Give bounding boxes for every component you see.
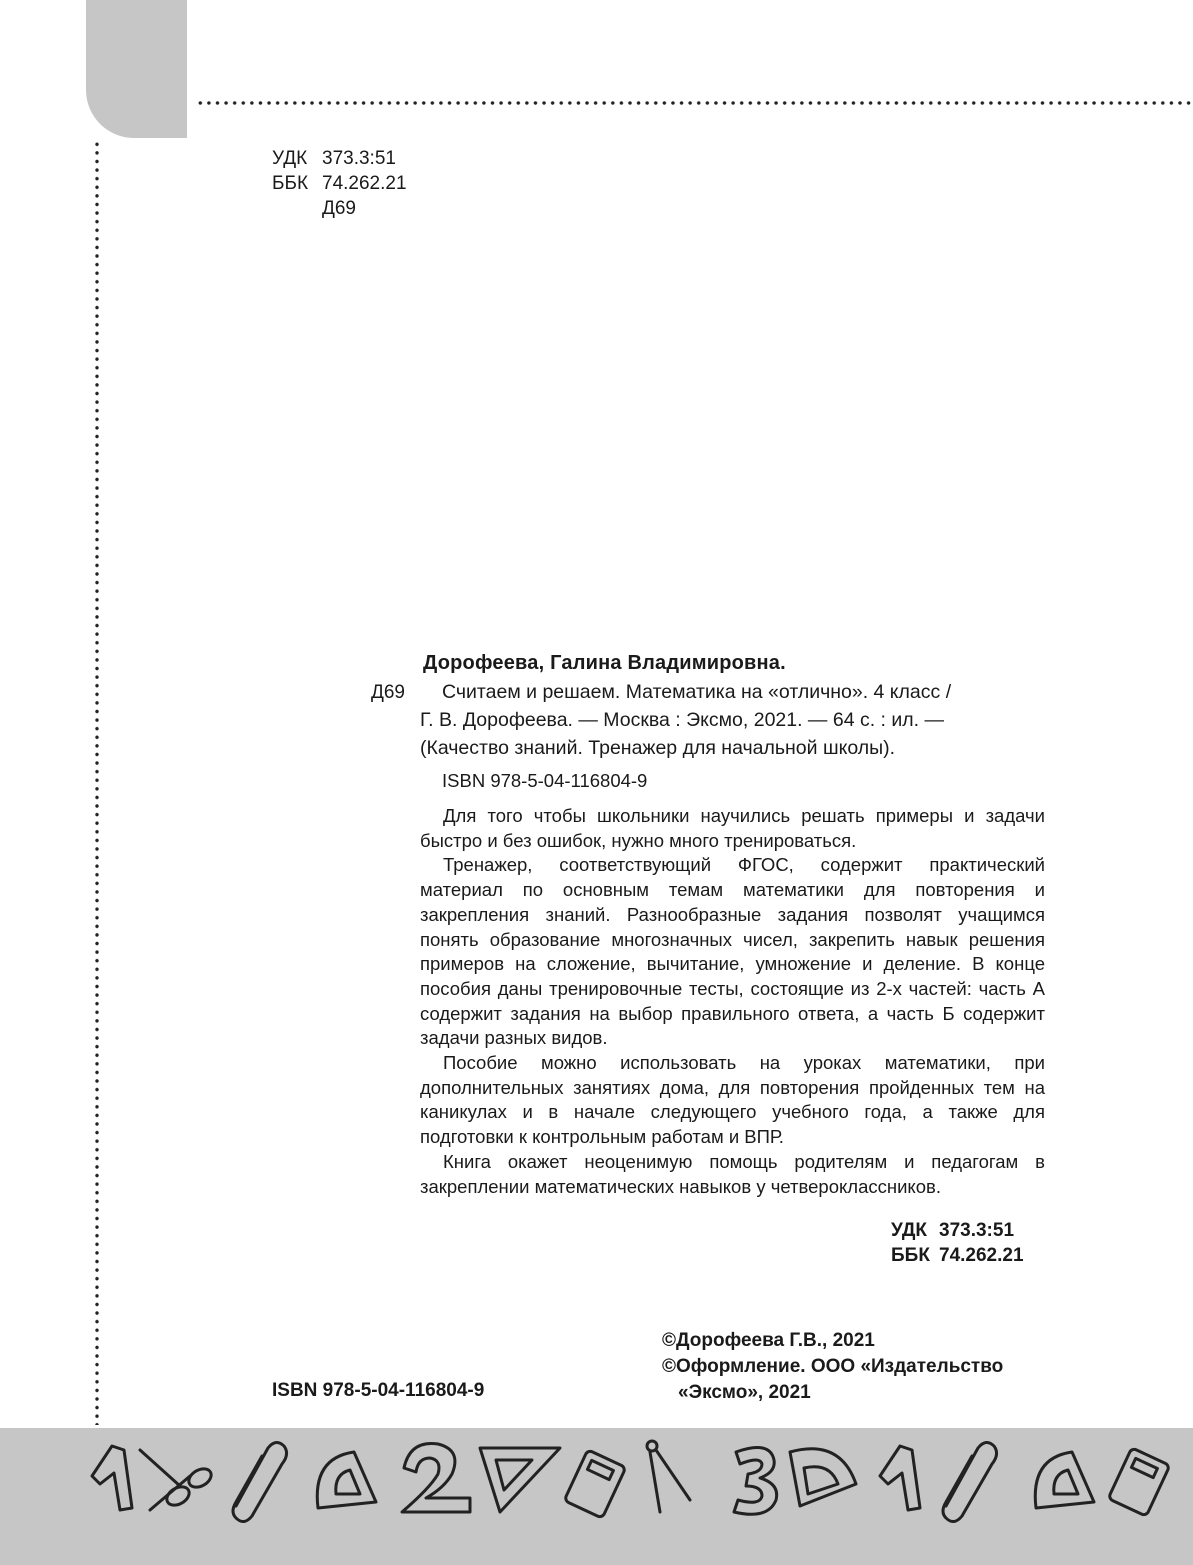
bbk-footer-label: ББК bbox=[891, 1245, 930, 1266]
scissors-icon bbox=[140, 1450, 214, 1510]
abstract-paragraph: Пособие можно использовать на уроках математики, при дополнительных занятиях дома, для повторения пройденных тем на каникулах и в начале следующего учебного года, а также для подготовки к контрольным работам и ВПР. bbox=[420, 1052, 1045, 1148]
copyright-line: ©Дорофеева Г.В., 2021 bbox=[662, 1330, 875, 1351]
abstract-paragraph: Тренажер, соответствующий ФГОС, содержит практический материал по основным темам математики для повторения и закрепления знаний. Разнообразные задания позволят учащимся понять образование многозначных чисел, закрепить навык решения примеров на сложение, вычитание, умножение и деление. В конце пособия даны тренировочные тесты, состоящие из 2-х частей: часть А содержит задания на выбор правильного ответа, а часть Б содержит задачи разных видов. bbox=[420, 854, 1045, 1049]
abstract-paragraph: Для того чтобы школьники научились решать примеры и задачи быстро и без ошибок, нужно много тренироваться. bbox=[420, 805, 1045, 851]
bbk-value: 74.262.21 bbox=[322, 173, 407, 194]
udk-label: УДК bbox=[272, 148, 308, 169]
author-mark: Д69 bbox=[322, 198, 357, 219]
record-author: Дорофеева, Галина Владимировна. bbox=[423, 652, 786, 674]
dotted-rule-vertical bbox=[95, 140, 99, 1425]
calculator-icon bbox=[1108, 1448, 1170, 1517]
dotted-rule-horizontal bbox=[196, 101, 1193, 105]
copyright-line: ©Оформление. ООО «Издательство bbox=[662, 1356, 1004, 1377]
protractor-icon bbox=[1035, 1452, 1094, 1508]
compass-icon bbox=[647, 1441, 690, 1512]
record-line-1: Считаем и решаем. Математика на «отлично». 4 класс / bbox=[442, 681, 952, 703]
record-description bbox=[420, 678, 1045, 762]
digit-three-icon bbox=[734, 1448, 777, 1515]
record-code: Д69 bbox=[371, 682, 406, 703]
protractor-icon bbox=[790, 1449, 856, 1506]
protractor-icon bbox=[317, 1452, 376, 1508]
copyright-block bbox=[662, 1328, 1003, 1406]
paperclip-icon bbox=[943, 1442, 997, 1521]
record-line-3: (Качество знаний. Тренажер для начальной школы). bbox=[420, 737, 896, 759]
copyright-line: «Эксмо», 2021 bbox=[678, 1382, 811, 1403]
abstract bbox=[420, 804, 1045, 1199]
isbn-footer: ISBN 978-5-04-116804-9 bbox=[272, 1380, 485, 1401]
digit-one-icon bbox=[880, 1446, 920, 1510]
record-line-2: Г. В. Дорофеева. — Москва : Эксмо, 2021. — 64 с. : ил. — bbox=[420, 709, 944, 731]
digit-two-icon bbox=[402, 1444, 470, 1513]
calculator-icon bbox=[564, 1450, 626, 1519]
udc-footer bbox=[891, 1218, 1024, 1268]
decorative-band bbox=[0, 1428, 1193, 1565]
school-supplies-illustration bbox=[0, 1428, 1193, 1565]
triangle-ruler-icon bbox=[480, 1448, 560, 1512]
bbk-label: ББК bbox=[272, 173, 309, 194]
udc-header bbox=[272, 146, 407, 221]
bbk-footer-value: 74.262.21 bbox=[939, 1245, 1024, 1266]
udk-value: 373.3:51 bbox=[322, 148, 396, 169]
abstract-paragraph: Книга окажет неоценимую помощь родителям и педагогам в закреплении математических навыков у четвероклассников. bbox=[420, 1150, 1045, 1197]
digit-one-icon bbox=[92, 1446, 132, 1510]
udk-footer-value: 373.3:51 bbox=[939, 1220, 1015, 1241]
corner-tab-body bbox=[86, 0, 187, 138]
udk-footer-label: УДК bbox=[891, 1220, 927, 1241]
record-isbn: ISBN 978-5-04-116804-9 bbox=[442, 770, 648, 791]
paperclip-icon bbox=[233, 1442, 287, 1521]
